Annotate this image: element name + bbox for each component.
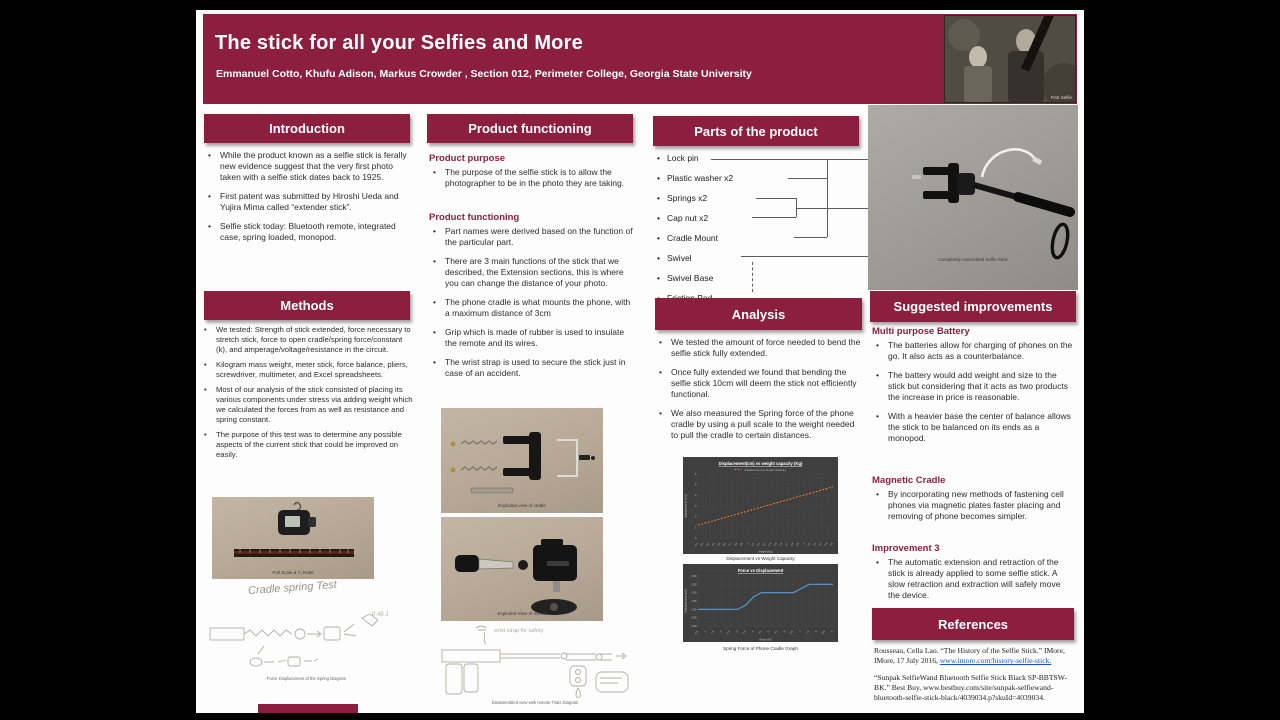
- svg-text:2.2: 2.2: [813, 542, 817, 547]
- improvement-magnetic-subheading: Magnetic Cradle: [872, 475, 946, 486]
- bullet-item: • While the product known as a selfie stick is ferally new evidence suggest that the very first photo taken with a selfie stick dates back to 1925.: [206, 150, 410, 183]
- reference-entry: [874, 673, 1074, 704]
- bullet-item: • Plastic washer x2: [655, 173, 855, 184]
- svg-text:1.2: 1.2: [757, 542, 761, 547]
- svg-text:0.4: 0.4: [712, 542, 716, 547]
- introduction-heading-label: Introduction: [269, 121, 345, 136]
- bullet-item: • Swivel: [655, 253, 855, 264]
- bullet-item: • The batteries allow for charging of phones on the go. It also acts as a counterbalance.: [874, 340, 1074, 362]
- svg-text:2.4: 2.4: [824, 542, 829, 547]
- references-body: [874, 646, 1074, 709]
- references-heading-label: References: [937, 616, 1009, 632]
- methods-bullet-list: [202, 325, 415, 465]
- stick-remote-caption: Disassembled view with remote Trials Diagram: [491, 700, 579, 705]
- svg-text:1.4: 1.4: [768, 542, 772, 547]
- bullet-item: • We tested: Strength of stick extended, force necessary to stretch stick, force to open cradle/spring force/constant (k), and amperage/voltage/resistance in the circuit.: [202, 325, 415, 355]
- svg-text:1.5: 1.5: [711, 630, 715, 635]
- analysis-bullet-list: [657, 337, 861, 449]
- product-functioning-heading-label: Product functioning: [468, 121, 592, 136]
- svg-text:4: 4: [695, 494, 697, 498]
- svg-text:3: 3: [695, 505, 697, 508]
- svg-text:2.1: 2.1: [807, 542, 812, 547]
- svg-text:2.50: 2.50: [691, 583, 697, 587]
- svg-text:6.5: 6.5: [790, 630, 795, 635]
- svg-text:0.6: 0.6: [723, 542, 727, 547]
- improvement-battery-list: [874, 340, 1074, 452]
- svg-text:1.7: 1.7: [785, 542, 789, 547]
- svg-text:1.1: 1.1: [751, 542, 756, 547]
- pull-scale-photo: [212, 497, 374, 579]
- cradle-exploded-art: [441, 408, 603, 513]
- svg-text:0.50: 0.50: [691, 616, 697, 620]
- bullet-item: • Cradle Mount: [655, 233, 855, 244]
- product-purpose-subheading: Product purpose: [429, 153, 506, 164]
- svg-text:1.3: 1.3: [762, 542, 767, 547]
- swivel-exploded-art: [441, 517, 603, 621]
- page-title: The stick for all your Selfies and More: [215, 32, 583, 54]
- svg-text:0.3: 0.3: [706, 542, 711, 547]
- historic-photo-art: [944, 15, 1076, 103]
- bullet-item: • The battery would add weight and size to the stick but considering that it acts as two products the increase in price is reasonable.: [874, 370, 1074, 403]
- reference-1-text: Rousseau, Cella Lao. “The History of the Selfie Stick.” IMore, IMore, 17 July 2016,: [874, 646, 1065, 666]
- svg-text:1.6: 1.6: [779, 542, 784, 547]
- cradle-exploded-photo: [441, 408, 603, 513]
- svg-text:wrist strap for safety: wrist strap for safety: [494, 628, 544, 634]
- svg-text:1.50: 1.50: [691, 600, 697, 603]
- svg-text:2: 2: [803, 542, 806, 546]
- bullet-item: • The purpose of the selfie stick is to allow the photographer to be in the photo they are taking.: [431, 167, 633, 189]
- bullet-item: • Swivel Base: [655, 273, 855, 284]
- svg-text:2: 2: [720, 630, 723, 634]
- methods-heading-label: Methods: [280, 298, 334, 313]
- historic-first-selfie-photo: [944, 15, 1076, 103]
- historic-photo-caption: First Selfie: [1050, 95, 1072, 100]
- analysis-heading-label: Analysis: [731, 306, 786, 322]
- svg-text:7.5: 7.5: [806, 630, 810, 635]
- svg-text:1.8: 1.8: [790, 542, 795, 547]
- svg-text:1: 1: [747, 542, 750, 546]
- spring-diagram-art: [204, 606, 409, 674]
- bullet-item: • The phone cradle is what mounts the phone, with a maximum distance of 3cm: [431, 297, 633, 319]
- bullet-item: • We also measured the Spring force of the phone cradle by using a pull scale to the weight needed to pull the cradle to certain distances.: [657, 408, 861, 441]
- svg-text:0.8: 0.8: [734, 542, 739, 547]
- bullet-item: • First patent was submitted by Hiroshi Ueda and Yujira Mima called “extender stick”.: [206, 191, 410, 213]
- product-functioning-subheading: Product functioning: [429, 212, 520, 223]
- pull-scale-art: [212, 497, 374, 579]
- parts-header: [653, 116, 859, 146]
- authors-line: Emmanuel Cotto, Khufu Adison, Markus Crowder , Section 012, Perimeter College, Georgia State University: [216, 68, 752, 80]
- svg-text:1.00: 1.00: [691, 608, 697, 612]
- swivel-exploded-photo: [441, 517, 603, 621]
- force-displacement-chart: [683, 564, 838, 642]
- introduction-bullet-list: [206, 150, 410, 251]
- svg-text:Force (N): Force (N): [759, 637, 772, 642]
- product-functioning-header: [427, 114, 633, 143]
- bullet-item: • Selfie stick today: Bluetooth remote, integrated case, spring loaded, monopod.: [206, 221, 410, 243]
- svg-text:3: 3: [736, 630, 739, 634]
- svg-text:5: 5: [767, 630, 771, 634]
- assembled-stick-caption: Completely Assembled Selfie Stick: [938, 257, 1008, 262]
- svg-text:0.1: 0.1: [695, 542, 699, 547]
- svg-text:weight (Kg): weight (Kg): [758, 549, 773, 554]
- assembled-stick-photo: [868, 105, 1078, 290]
- svg-text:1.9: 1.9: [796, 542, 801, 547]
- svg-text:9: 9: [831, 630, 834, 634]
- improvement-battery-subheading: Multi purpose Battery: [872, 326, 970, 337]
- improvements-heading-label: Suggested improvements: [893, 299, 1053, 314]
- bullet-item: • Springs x2: [655, 193, 855, 204]
- stick-remote-art: [436, 624, 634, 698]
- bullet-item: • With a heavier base the center of balance allows the stick to be balanced on its ends as a monopod.: [874, 411, 1074, 444]
- spring-diagram-sketch: [204, 606, 409, 674]
- pull-scale-caption: Pull Scale & ½ Ruler: [272, 570, 314, 575]
- improvement-3-subheading: Improvement 3: [872, 543, 940, 554]
- cropped-section-header: [258, 704, 358, 713]
- svg-text:7: 7: [799, 630, 803, 634]
- assembled-stick-art: [868, 105, 1078, 290]
- bullet-item: • Part names were derived based on the function of the particular part.: [431, 226, 633, 248]
- displacement-weight-chart-caption: Displacement vs Weight Capacity: [726, 556, 795, 561]
- svg-text:2.3: 2.3: [818, 542, 823, 547]
- svg-text:Force vs Displacement: Force vs Displacement: [737, 568, 784, 573]
- methods-header: [204, 291, 410, 320]
- handwritten-note: Cradle spring Test: [247, 578, 338, 598]
- svg-text:displacement (cm): displacement (cm): [683, 494, 688, 518]
- poster: [196, 10, 1084, 713]
- connector-line: [752, 217, 796, 218]
- bullet-item: • By incorporating new methods of fastening cell phones via magnetic plates faster placing and removing of phone becomes simpler.: [874, 489, 1074, 522]
- stick-remote-sketch: [436, 624, 634, 698]
- svg-text:1.5: 1.5: [773, 542, 778, 547]
- spring-diagram-caption: Force Displacement of the Spring Diagram: [266, 676, 347, 681]
- svg-text:6: 6: [695, 473, 697, 476]
- reference-1-link[interactable]: www.imore.com/history-selfie-stick.: [939, 656, 1052, 666]
- svg-text:8: 8: [815, 630, 818, 634]
- improvement-3-list: [874, 557, 1074, 609]
- connector-line: [827, 212, 828, 237]
- parts-heading-label: Parts of the product: [694, 123, 818, 139]
- svg-text:Displacement(cm) vs weight cap: Displacement(cm) vs weight capacity (Kg): [718, 461, 803, 466]
- improvements-header: [870, 291, 1076, 322]
- svg-text:8.5: 8.5: [822, 630, 826, 635]
- svg-text:0.48 J: 0.48 J: [372, 612, 389, 618]
- svg-text:2: 2: [695, 515, 697, 519]
- bullet-item: • Grip which is made of rubber is used to insulate the remote and its wires.: [431, 327, 633, 349]
- svg-text:0.9: 0.9: [740, 542, 744, 547]
- svg-text:6: 6: [783, 630, 787, 634]
- displacement-weight-chart: [683, 457, 838, 554]
- svg-text:0.5: 0.5: [695, 630, 699, 635]
- connector-line: [788, 178, 827, 179]
- bullet-item: • The purpose of this test was to determine any possible aspects of the current stick that could be improved on easily.: [202, 430, 415, 460]
- svg-text:3.00: 3.00: [691, 575, 697, 578]
- introduction-header: [204, 114, 410, 143]
- product-functioning-list: [431, 226, 633, 388]
- force-displacement-chart-caption: Spring Force of Phone Cradle Graph: [723, 646, 798, 651]
- svg-text:2.5: 2.5: [830, 542, 834, 547]
- bullet-item: • Kilogram mass weight, meter stick, force balance, pliers, screwdriver, multimeter, and Excel spreadsheets.: [202, 360, 415, 380]
- svg-text:Displacement (cm): Displacement (cm): [683, 589, 688, 613]
- svg-text:2.00: 2.00: [691, 591, 697, 595]
- svg-text:displacement vs weight capacit: displacement vs weight capacity: [744, 468, 786, 472]
- analysis-header: [655, 298, 862, 330]
- svg-text:0.00: 0.00: [691, 625, 697, 628]
- svg-text:3.5: 3.5: [742, 630, 747, 635]
- cradle-exploded-caption: Exploded view of cradle: [498, 503, 546, 508]
- bullet-item: • Lock pin: [655, 153, 855, 164]
- svg-text:4.5: 4.5: [758, 630, 763, 635]
- bullet-item: • Most of our analysis of the stick consisted of placing its various components under stress via adding weight which we calculated the forces from as well as resistance and spring constant.: [202, 385, 415, 425]
- bullet-item: • Once fully extended we found that bending the selfie stick 10cm will deem the stick not efficiently functional.: [657, 367, 861, 400]
- bullet-item: • Cap nut x2: [655, 213, 855, 224]
- svg-text:0: 0: [695, 537, 697, 540]
- reference-entry: [874, 646, 1074, 667]
- reference-2-text: “Sunpak SelfieWand Bluetooth Selfie Stick Black SP-BBTSW-BK.” Best Buy, www.bestbuy.com/site/sunpak-selfiewand-bluetooth-selfie-stick-black/4039034.p?skuId=4039034.: [874, 672, 1068, 702]
- product-purpose-list: [431, 167, 633, 197]
- connector-line: [794, 237, 827, 238]
- swivel-exploded-caption: Exploded View of Swivel: [497, 611, 547, 616]
- svg-text:4: 4: [751, 630, 755, 634]
- bullet-item: • The wrist strap is used to secure the stick just in case of an accident.: [431, 357, 633, 379]
- svg-text:1: 1: [695, 526, 697, 530]
- references-header: [872, 608, 1074, 640]
- svg-text:5.5: 5.5: [774, 630, 779, 635]
- bullet-item: • We tested the amount of force needed to bend the selfie stick fully extended.: [657, 337, 861, 359]
- svg-text:0.5: 0.5: [717, 542, 722, 547]
- svg-text:0.7: 0.7: [728, 542, 733, 547]
- bullet-item: • There are 3 main functions of the stick that we described, the Extension sections, this is where you can change the distance of your photo.: [431, 256, 633, 289]
- improvement-magnetic-list: [874, 489, 1074, 530]
- svg-text:2.5: 2.5: [726, 630, 731, 635]
- bullet-item: • The automatic extension and retraction of the stick is already applied to some selfie stick. A slow retraction and extraction will safely move the device.: [874, 557, 1074, 601]
- svg-text:0.2: 0.2: [700, 542, 705, 547]
- connector-line: [756, 198, 796, 199]
- connector-line-dashed: [752, 262, 753, 292]
- svg-text:1: 1: [704, 630, 707, 634]
- svg-text:5: 5: [695, 483, 697, 487]
- connector-line: [827, 159, 828, 212]
